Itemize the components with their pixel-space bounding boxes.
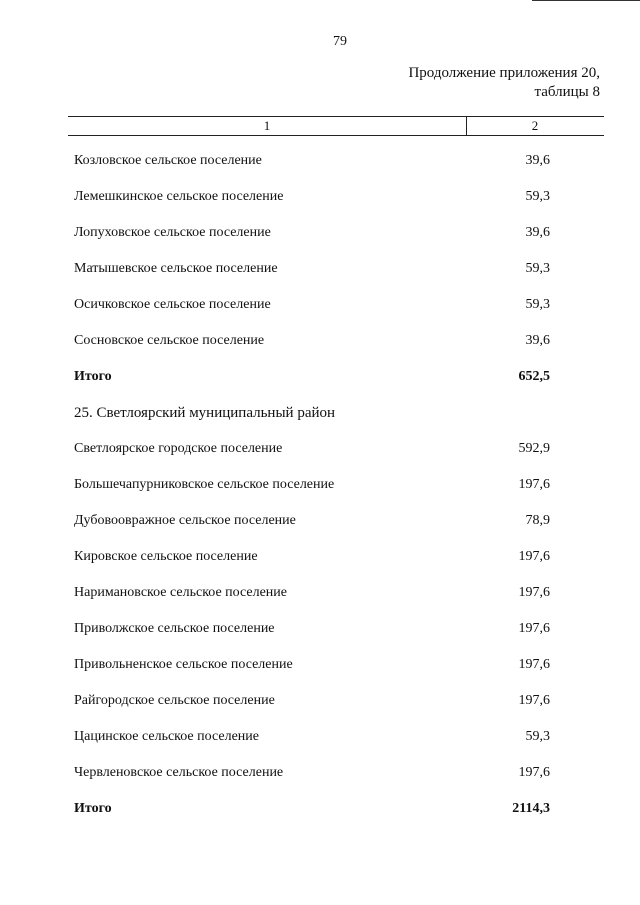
settlement-name: Приволжское сельское поселение — [74, 621, 275, 636]
settlement-value: 59,3 — [525, 297, 550, 312]
settlement-value: 197,6 — [518, 549, 550, 564]
settlement-value: 39,6 — [525, 333, 550, 348]
total-label: Итого — [74, 369, 112, 384]
table-row — [74, 143, 594, 179]
table-row — [74, 287, 594, 323]
table-row — [74, 431, 594, 467]
table-row — [74, 467, 594, 503]
settlement-value: 197,6 — [518, 693, 550, 708]
settlement-name: Привольненское сельское поселение — [74, 657, 293, 672]
settlement-value: 59,3 — [525, 189, 550, 204]
page-number: 79 — [333, 34, 347, 49]
settlement-value: 197,6 — [518, 765, 550, 780]
total-value: 652,5 — [518, 369, 550, 384]
settlement-value: 197,6 — [518, 621, 550, 636]
settlement-name: Светлоярское городское поселение — [74, 441, 283, 456]
total-row — [74, 359, 594, 395]
table-row — [74, 251, 594, 287]
settlement-name: Кировское сельское поселение — [74, 549, 258, 564]
total-value: 2114,3 — [512, 801, 550, 816]
settlement-name: Козловское сельское поселение — [74, 153, 262, 168]
table-row — [74, 575, 594, 611]
settlement-name: Сосновское сельское поселение — [74, 333, 265, 348]
settlement-name: Лопуховское сельское поселение — [74, 225, 271, 240]
table-header — [68, 116, 604, 136]
settlement-value: 197,6 — [518, 657, 550, 672]
settlement-name: Лемешкинское сельское поселение — [74, 189, 284, 204]
settlement-name: Райгородское сельское поселение — [74, 693, 275, 708]
settlement-value: 39,6 — [525, 225, 550, 240]
settlement-name: Осичковское сельское поселение — [74, 297, 271, 312]
settlement-name: Большечапурниковское сельское поселение — [74, 477, 335, 492]
section-heading-row — [74, 395, 594, 431]
table-row — [74, 323, 594, 359]
settlement-value: 59,3 — [525, 261, 550, 276]
table-row — [74, 755, 594, 791]
table-row — [74, 719, 594, 755]
settlement-value: 78,9 — [525, 513, 550, 528]
table-row — [74, 179, 594, 215]
table-body — [74, 143, 594, 827]
section-title: 25. Светлоярский муниципальный район — [74, 405, 336, 421]
table-row — [74, 683, 594, 719]
total-row — [74, 791, 594, 827]
settlement-value: 592,9 — [518, 441, 550, 456]
top-rule — [532, 0, 640, 1]
table-row — [74, 647, 594, 683]
settlement-value: 59,3 — [525, 729, 550, 744]
column-header-2: 2 — [531, 118, 539, 133]
total-label: Итого — [74, 801, 112, 816]
settlement-name: Цацинское сельское поселение — [74, 729, 259, 744]
settlement-name: Дубовоовражное сельское поселение — [74, 513, 296, 528]
settlement-value: 197,6 — [518, 477, 550, 492]
settlement-value: 197,6 — [518, 585, 550, 600]
table-row — [74, 611, 594, 647]
settlement-name: Матышевское сельское поселение — [74, 261, 278, 276]
settlement-value: 39,6 — [525, 153, 550, 168]
column-header-1: 1 — [68, 117, 467, 135]
table-row — [74, 539, 594, 575]
continuation-note — [408, 64, 600, 102]
settlement-name: Наримановское сельское поселение — [74, 585, 288, 600]
continuation-line-1: Продолжение приложения 20, — [408, 65, 600, 81]
settlement-name: Червленовское сельское поселение — [74, 765, 284, 780]
table-row — [74, 503, 594, 539]
table-row — [74, 215, 594, 251]
continuation-line-2: таблицы 8 — [534, 84, 600, 100]
